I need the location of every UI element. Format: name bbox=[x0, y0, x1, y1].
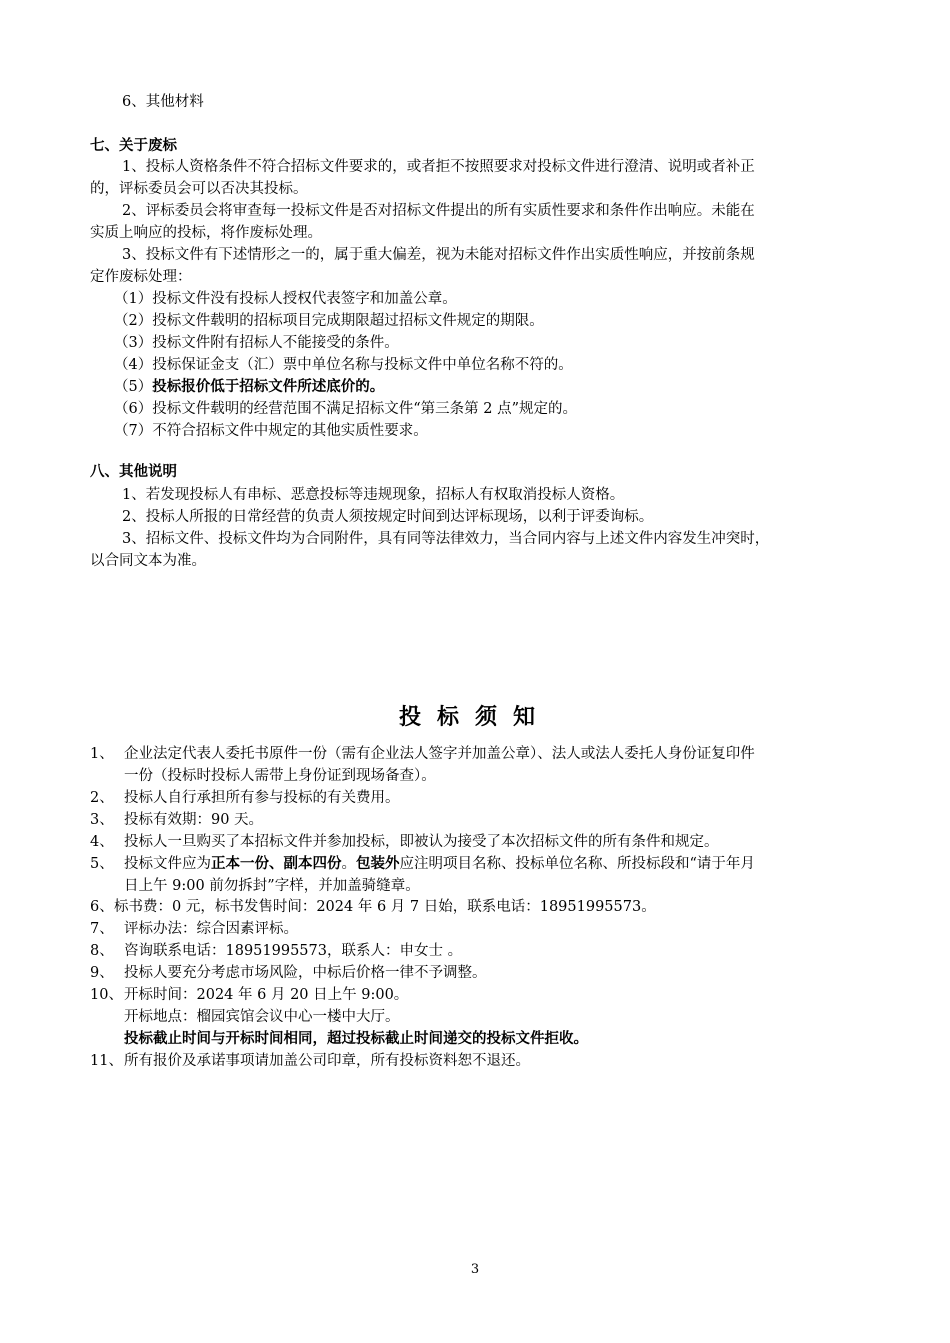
notice-number-4: 4、 bbox=[90, 834, 114, 850]
notice-number-2: 2、 bbox=[90, 790, 114, 806]
notice-item-10-place: 开标地点：榴园宾馆会议中心一楼中大厅。 bbox=[124, 1009, 400, 1025]
notice-number-3: 3、 bbox=[90, 812, 114, 828]
item-5-copies-bold: 正本一份、副本四份 bbox=[211, 855, 342, 872]
notice-number-9: 9、 bbox=[90, 965, 114, 981]
section-8-paragraph-2: 2、投标人所报的日常经营的负责人须按规定时间到达评标现场，以利于评委询标。 bbox=[122, 509, 654, 525]
disqualification-clause-4: （4）投标保证金支（汇）票中单位名称与投标文件中单位名称不符的。 bbox=[114, 357, 573, 373]
notice-item-4: 投标人一旦购买了本招标文件并参加投标，即被认为接受了本次招标文件的所有条件和规定。 bbox=[124, 834, 719, 850]
item-5-text-e: 应注明项目名称、投标单位名称、所投标段和“请于年月 bbox=[399, 856, 755, 872]
notice-item-10-deadline-bold: 投标截止时间与开标时间相同，超过投标截止时间递交的投标文件拒收。 bbox=[124, 1030, 588, 1047]
notice-number-11: 11、 bbox=[90, 1053, 123, 1069]
clause-5-bold-text: 投标报价低于招标文件所述底价的。 bbox=[152, 378, 385, 395]
notice-title: 投标须知 bbox=[398, 704, 551, 730]
other-materials-item: 6、其他材料 bbox=[122, 94, 204, 110]
page-number: 3 bbox=[470, 1262, 480, 1277]
section-8-paragraph-3-line-1: 3、招标文件、投标文件均为合同附件，具有同等法律效力，当合同内容与上述文件内容发生冲突时， bbox=[122, 531, 770, 547]
disqualification-clause-1: （1）投标文件没有投标人授权代表签字和加盖公章。 bbox=[114, 291, 457, 307]
item-5-text-c: 。 bbox=[341, 856, 356, 872]
notice-item-10-time: 开标时间：2024 年 6 月 20 日上午 9:00。 bbox=[124, 987, 409, 1003]
item-5-packaging-bold: 包装外 bbox=[356, 855, 400, 872]
section-8-paragraph-3-line-2: 以合同文本为准。 bbox=[90, 553, 206, 569]
disqualification-clause-3: （3）投标文件附有招标人不能接受的条件。 bbox=[114, 335, 399, 351]
notice-item-1-line-1: 企业法定代表人委托书原件一份（需有企业法人签字并加盖公章）、法人或法人委托人身份证复印件 bbox=[124, 746, 755, 762]
notice-item-1-line-2: 一份（投标时投标人需带上身份证到现场备查）。 bbox=[124, 768, 436, 784]
disqualification-clause-5 bbox=[114, 377, 384, 397]
section-7-paragraph-2-line-2: 实质上响应的投标，将作废标处理。 bbox=[90, 225, 322, 241]
notice-item-5-line-2: 日上午 9:00 前勿拆封”字样，并加盖骑缝章。 bbox=[124, 878, 420, 894]
disqualification-clause-2: （2）投标文件载明的招标项目完成期限超过招标文件规定的期限。 bbox=[114, 313, 544, 329]
notice-number-7: 7、 bbox=[90, 921, 114, 937]
section-7-paragraph-3-line-2: 定作废标处理： bbox=[90, 269, 192, 285]
section-7-heading: 七、关于废标 bbox=[90, 137, 177, 154]
section-8-paragraph-1: 1、若发现投标人有串标、恶意投标等违规现象，招标人有权取消投标人资格。 bbox=[122, 487, 625, 503]
section-8-heading: 八、其他说明 bbox=[90, 463, 177, 480]
notice-number-1: 1、 bbox=[90, 746, 114, 762]
notice-item-3: 投标有效期：90 天。 bbox=[124, 812, 264, 828]
notice-item-11: 所有报价及承诺事项请加盖公司印章，所有投标资料恕不退还。 bbox=[124, 1053, 530, 1069]
notice-number-10: 10、 bbox=[90, 987, 123, 1003]
notice-item-7: 评标办法：综合因素评标。 bbox=[124, 921, 298, 937]
item-5-text-a: 投标文件应为 bbox=[124, 856, 211, 872]
notice-item-9: 投标人要充分考虑市场风险，中标后价格一律不予调整。 bbox=[124, 965, 487, 981]
notice-item-6: 标书费：0 元，标书发售时间：2024 年 6 月 7 日始，联系电话：18951995573。 bbox=[114, 899, 656, 915]
clause-5-prefix: （5） bbox=[114, 379, 153, 395]
notice-item-8: 咨询联系电话：18951995573，联系人：申女士 。 bbox=[124, 943, 463, 959]
disqualification-clause-7: （7）不符合招标文件中规定的其他实质性要求。 bbox=[114, 423, 428, 439]
notice-number-5: 5、 bbox=[90, 856, 114, 872]
notice-item-2: 投标人自行承担所有参与投标的有关费用。 bbox=[124, 790, 400, 806]
section-7-paragraph-2-line-1: 2、评标委员会将审查每一投标文件是否对招标文件提出的所有实质性要求和条件作出响应。未能在 bbox=[122, 203, 755, 219]
disqualification-clause-6: （6）投标文件载明的经营范围不满足招标文件“第三条第 2 点”规定的。 bbox=[114, 401, 577, 417]
section-7-paragraph-1-line-1: 1、投标人资格条件不符合招标文件要求的，或者拒不按照要求对投标文件进行澄清、说明或者补正 bbox=[122, 159, 755, 175]
notice-number-8: 8、 bbox=[90, 943, 114, 959]
notice-item-5-line-1 bbox=[124, 854, 755, 874]
notice-number-6: 6、 bbox=[90, 899, 114, 915]
section-7-paragraph-1-line-2: 的，评标委员会可以否决其投标。 bbox=[90, 181, 308, 197]
section-7-paragraph-3-line-1: 3、投标文件有下述情形之一的，属于重大偏差，视为未能对招标文件作出实质性响应，并按前条规 bbox=[122, 247, 755, 263]
